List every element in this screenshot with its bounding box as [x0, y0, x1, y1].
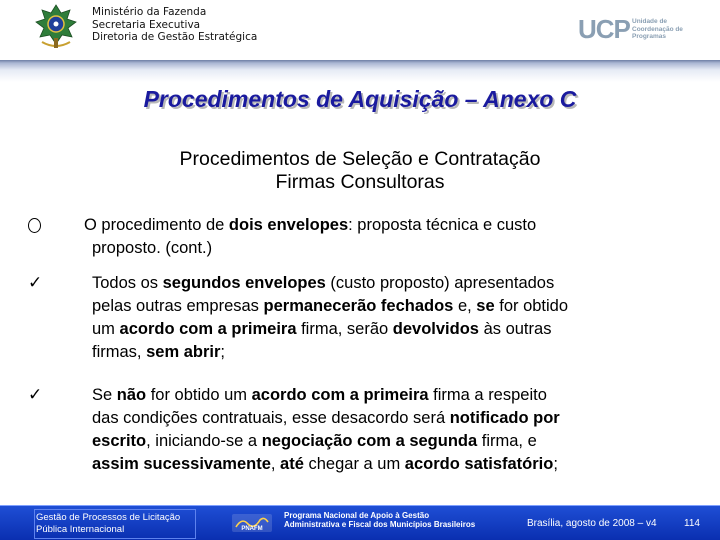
emphasis: não	[116, 386, 147, 404]
bullet-text	[92, 272, 692, 364]
slide-title: Procedimentos de Aquisição – Anexo C	[143, 86, 577, 112]
bullet-text	[84, 214, 684, 260]
ucp-sub-line: Programas	[632, 33, 666, 40]
text-run: um	[92, 320, 120, 338]
text-run: , iniciando-se a	[146, 432, 262, 450]
footer-separator	[0, 505, 720, 506]
header-divider	[0, 60, 720, 82]
text-run: for obtido um	[146, 386, 252, 404]
emphasis: assim sucessivamente	[92, 455, 271, 473]
text-run: : proposta técnica e custo	[348, 216, 537, 234]
text-line	[92, 384, 692, 407]
footer-course-line: Pública Internacional	[36, 524, 125, 535]
text-run: proposto. (cont.)	[92, 239, 213, 257]
header	[0, 0, 720, 60]
ucp-sub-line: Coordenação de	[632, 25, 683, 33]
text-run: das condições contratuais, esse desacordo será	[92, 409, 450, 427]
slide-subtitle	[60, 148, 660, 194]
emphasis: segundos envelopes	[162, 274, 326, 292]
emphasis: acordo satisfatório	[404, 455, 554, 473]
footer-program-name	[284, 511, 475, 529]
org-directorate: Diretoria de Gestão Estratégica	[92, 31, 258, 43]
text-run: pelas outras empresas	[92, 297, 264, 315]
org-ministry: Ministério da Fazenda	[92, 6, 207, 18]
ucp-logo-subtitle	[632, 18, 683, 41]
bullet-marker	[28, 214, 52, 240]
text-run: (custo proposto) apresentados	[325, 274, 555, 292]
text-line	[92, 341, 692, 364]
check-bullet-icon: ✓	[28, 385, 43, 405]
text-run: chegar a um	[303, 455, 405, 473]
text-line	[92, 237, 684, 260]
emphasis: permanecerão fechados	[263, 297, 454, 315]
emphasis: até	[280, 455, 304, 473]
emphasis: devolvidos	[392, 320, 479, 338]
text-run: firma, e	[477, 432, 537, 450]
bullet-text	[92, 384, 692, 476]
text-run: e,	[453, 297, 477, 315]
circle-bullet-icon	[28, 218, 41, 233]
brazil-coat-of-arms-icon	[34, 4, 78, 50]
text-run: firmas,	[92, 343, 147, 361]
subtitle-line: Firmas Consultoras	[275, 171, 445, 193]
ucp-sub-line: Unidade de	[632, 18, 668, 25]
text-run: Todos os	[92, 274, 163, 292]
text-line	[92, 430, 692, 453]
text-run: ;	[553, 455, 558, 473]
emphasis: acordo com a primeira	[119, 320, 297, 338]
text-run: firma, serão	[296, 320, 393, 338]
text-line	[92, 407, 692, 430]
text-run: às outras	[478, 320, 552, 338]
footer-date: Brasília, agosto de 2008 – v4	[527, 518, 657, 529]
org-block	[92, 6, 257, 44]
bullet-second-envelopes	[28, 272, 668, 364]
text-run: ,	[270, 455, 281, 473]
text-line	[92, 453, 692, 476]
text-run: Se	[92, 386, 117, 404]
text-line	[92, 272, 692, 295]
footer-program-line: Administrativa e Fiscal dos Municípios Brasileiros	[284, 520, 476, 529]
org-secretariat: Secretaria Executiva	[92, 18, 201, 31]
emphasis: negociação com a segunda	[261, 432, 478, 450]
text-run: ;	[220, 343, 225, 361]
emphasis: se	[476, 297, 495, 315]
text-line	[92, 295, 692, 318]
emphasis: sem abrir	[146, 343, 221, 361]
emphasis: escrito	[92, 432, 147, 450]
ucp-logo-letters: UCP	[578, 14, 630, 44]
pnafm-logo-icon	[232, 514, 272, 532]
text-run: O procedimento de	[84, 216, 229, 234]
subtitle-line: Procedimentos de Seleção e Contratação	[179, 148, 541, 170]
emphasis: notificado por	[449, 409, 560, 427]
text-run: firma a respeito	[428, 386, 547, 404]
emphasis: acordo com a primeira	[251, 386, 429, 404]
footer-course-title	[36, 512, 180, 536]
text-line	[92, 318, 692, 341]
check-bullet-icon: ✓	[28, 273, 43, 293]
pnafm-logo-text: PNAFM	[241, 526, 263, 532]
bullet-intro	[28, 214, 668, 260]
page-number: 114	[684, 518, 700, 529]
footer-program-line: Programa Nacional de Apoio à Gestão	[284, 511, 430, 520]
footer-course-line: Gestão de Processos de Licitação	[36, 512, 181, 523]
emphasis: dois envelopes	[228, 216, 349, 234]
footer-bar	[0, 505, 720, 540]
ucp-logo	[578, 14, 688, 44]
text-run: for obtido	[494, 297, 569, 315]
bullet-no-agreement	[28, 384, 668, 476]
text-line	[84, 214, 684, 237]
